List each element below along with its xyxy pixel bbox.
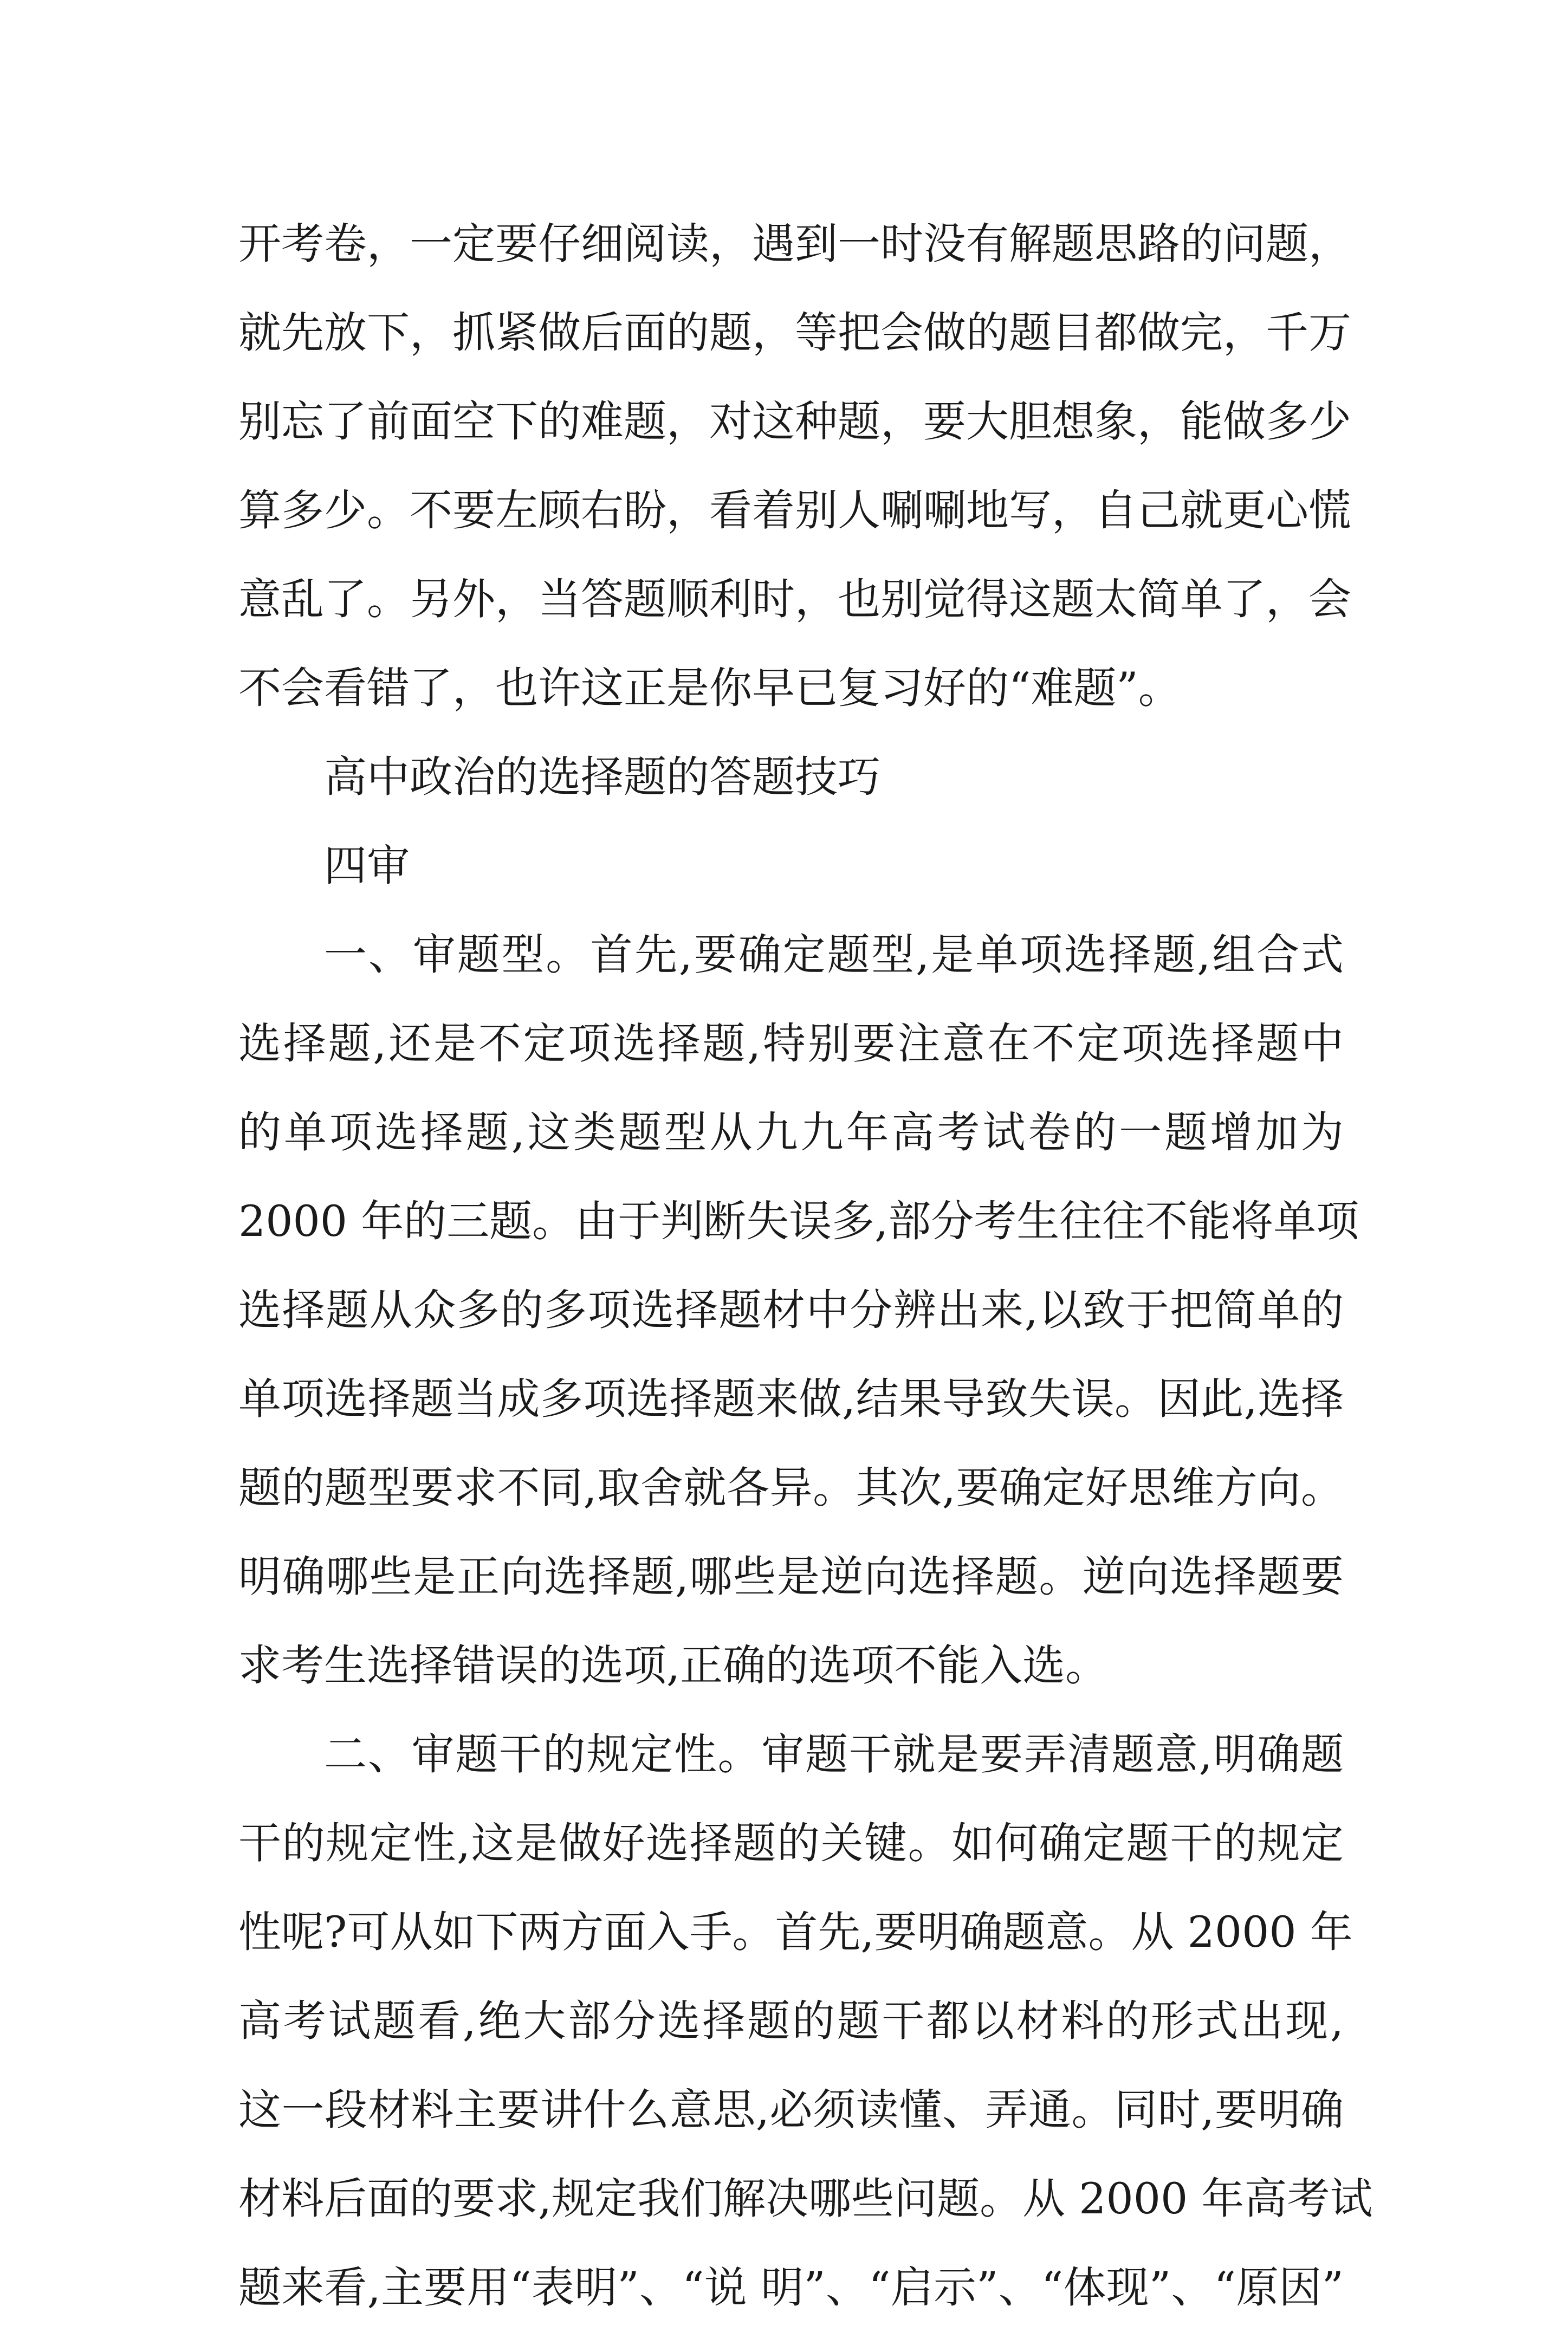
body-line: 单项选择题当成多项选择题来做,结果导致失误。因此,选择 [238,1374,1344,1424]
body-line: 算多少。不要左顾右盼，看着别人唰唰地写，自己就更心慌 [238,485,1351,535]
body-line: 选择题从众多的多项选择题材中分辨出来,以致于把简单的 [238,1285,1344,1335]
section-subtitle: 四审 [324,841,410,891]
body-line: 材料后面的要求,规定我们解决哪些问题。从 2000 年高考试 [238,2174,1373,2224]
paragraph-start-line: 一、审题型。首先,要确定题型,是单项选择题,组合式 [324,930,1344,980]
body-line: 意乱了。另外，当答题顺利时，也别觉得这题太简单了，会 [238,574,1351,624]
body-line: 2000 年的三题。由于判断失误多,部分考生往往不能将单项 [238,1196,1359,1246]
body-line: 干的规定性,这是做好选择题的关键。如何确定题干的规定 [238,1818,1344,1868]
section-title: 高中政治的选择题的答题技巧 [324,752,880,802]
body-line: 性呢?可从如下两方面入手。首先,要明确题意。从 2000 年 [238,1907,1353,1957]
body-line: 不会看错了，也许这正是你早已复习好的“难题”。 [238,663,1181,713]
body-line: 这一段材料主要讲什么意思,必须读懂、弄通。同时,要明确 [238,2085,1344,2135]
body-line: 求考生选择错误的选项,正确的选项不能入选。 [238,1641,1109,1690]
body-line: 题的题型要求不同,取舍就各异。其次,要确定好思维方向。 [238,1463,1344,1513]
body-line: 题来看,主要用“表明”、“说 明”、“启示”、“体现”、“原因” [238,2263,1344,2312]
body-line: 高考试题看,绝大部分选择题的题干都以材料的形式出现, [238,1996,1344,2046]
body-line: 别忘了前面空下的难题，对这种题，要大胆想象，能做多少 [238,397,1351,446]
body-line: 就先放下，抓紧做后面的题，等把会做的题目都做完，千万 [238,308,1351,358]
body-line: 选择题,还是不定项选择题,特别要注意在不定项选择题中 [238,1019,1344,1068]
body-line: 的单项选择题,这类题型从九九年高考试卷的一题增加为 [238,1107,1344,1157]
body-line: 开考卷，一定要仔细阅读，遇到一时没有解题思路的问题， [238,219,1351,269]
paragraph-start-line: 二、审题干的规定性。审题干就是要弄清题意,明确题 [324,1729,1344,1779]
document-body [238,199,1373,2332]
body-line: 明确哪些是正向选择题,哪些是逆向选择题。逆向选择题要 [238,1552,1344,1602]
